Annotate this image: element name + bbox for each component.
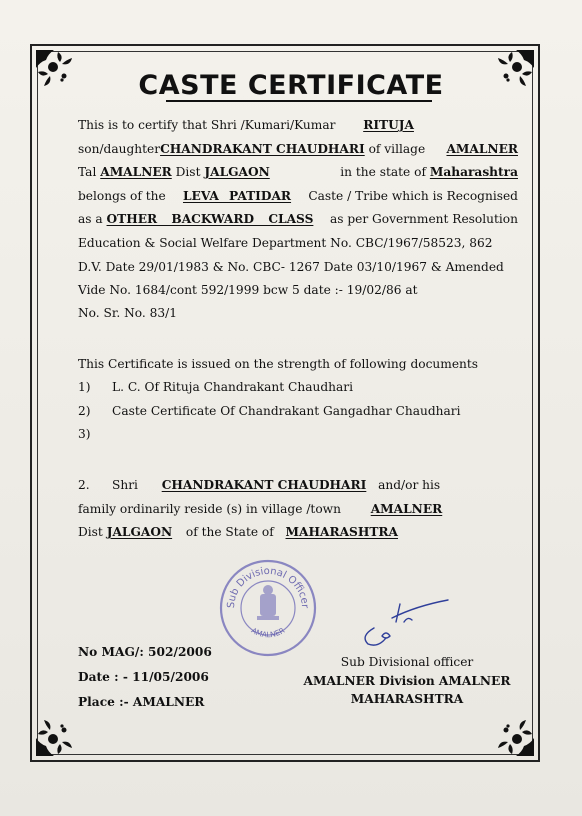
- title-underline: [166, 100, 432, 102]
- body-text: This is to certify that Shri /Kumari/Kumar: [78, 118, 336, 132]
- district-name: JALGAON: [204, 165, 270, 179]
- documents-intro: This Certificate is issued on the strength of following documents: [78, 357, 479, 371]
- stamp-bottom-text: AMALNER: [249, 625, 287, 640]
- svg-text:AMALNER: [250, 626, 287, 640]
- body-line-4: [78, 185, 518, 207]
- officer-signature: [356, 592, 452, 648]
- body-text: and/or his: [378, 478, 441, 492]
- issue-place: Place :- AMALNER: [78, 695, 205, 709]
- body-text: Dist: [175, 165, 201, 179]
- emblem-icon: [257, 585, 279, 620]
- body-line-9: No. Sr. No. 83/1: [78, 306, 178, 320]
- officer-division: AMALNER Division AMALNER: [303, 674, 511, 688]
- certificate-title: CASTE CERTIFICATE: [138, 70, 444, 101]
- town-name: AMALNER: [370, 502, 443, 516]
- document-item: [78, 423, 518, 445]
- residence-line-3: [78, 521, 518, 543]
- document-item: [78, 400, 518, 422]
- body-text: as per Government Resolution: [329, 212, 518, 226]
- document-number: 1): [78, 380, 91, 394]
- officer-title: Sub Divisional officer: [340, 655, 474, 669]
- document-item: [78, 376, 518, 398]
- corner-ornament-icon: [494, 716, 536, 758]
- caste-name: LEVA PATIDAR: [182, 189, 292, 203]
- category-name: OTHER BACKWARD CLASS: [106, 212, 314, 226]
- document-number: 2): [78, 404, 91, 418]
- body-line-1: [78, 114, 518, 136]
- body-text: as a: [78, 212, 103, 226]
- body-text: Shri: [112, 478, 138, 492]
- body-line-3: [78, 161, 518, 183]
- body-text: son/daughter: [78, 142, 161, 156]
- body-text: in the state of: [340, 165, 426, 179]
- residence-line-1: [78, 474, 518, 496]
- state-name: MAHARASHTRA: [285, 525, 399, 539]
- parent-name: CHANDRAKANT CHAUDHARI: [160, 142, 365, 156]
- body-text: Tal: [78, 165, 97, 179]
- body-text: Dist: [78, 525, 103, 539]
- body-text: family ordinarily reside (s) in village /town: [78, 502, 341, 516]
- resident-name: CHANDRAKANT CHAUDHARI: [161, 478, 367, 492]
- document-text: L. C. Of Rituja Chandrakant Chaudhari: [112, 380, 353, 394]
- body-text: Caste / Tribe which is Recognised: [308, 189, 518, 203]
- body-line-2: [78, 138, 518, 160]
- body-line-6: Education & Social Welfare Department No. CBC/1967/58523, 862: [78, 236, 493, 250]
- taluka-name: AMALNER: [100, 165, 172, 179]
- body-text: of village: [368, 142, 426, 156]
- section-number: 2.: [78, 478, 90, 492]
- document-number: 3): [78, 427, 91, 441]
- body-text: of the State of: [185, 525, 274, 539]
- certificate-number: No MAG/: 502/2006: [78, 645, 212, 659]
- body-line-8: Vide No. 1684/cont 592/1999 bcw 5 date :- 19/02/86 at: [78, 283, 418, 297]
- body-line-7: D.V. Date 29/01/1983 & No. CBC- 1267 Date 03/10/1967 & Amended: [78, 260, 504, 274]
- body-line-5: [78, 208, 518, 230]
- document-text: Caste Certificate Of Chandrakant Gangadhar Chaudhari: [112, 404, 461, 418]
- officer-state: MAHARASHTRA: [350, 692, 464, 706]
- district-name: JALGAON: [106, 525, 173, 539]
- corner-ornament-icon: [34, 716, 76, 758]
- state-name: Maharashtra: [429, 165, 518, 179]
- residence-line-2: [78, 498, 518, 520]
- stamp-top-text: Sub Divisional Officer: [225, 565, 311, 609]
- candidate-name: RITUJA: [363, 118, 414, 132]
- official-stamp: [218, 558, 318, 658]
- issue-date: Date : - 11/05/2006: [78, 670, 209, 684]
- village-name: AMALNER: [446, 142, 518, 156]
- body-text: belongs of the: [78, 189, 166, 203]
